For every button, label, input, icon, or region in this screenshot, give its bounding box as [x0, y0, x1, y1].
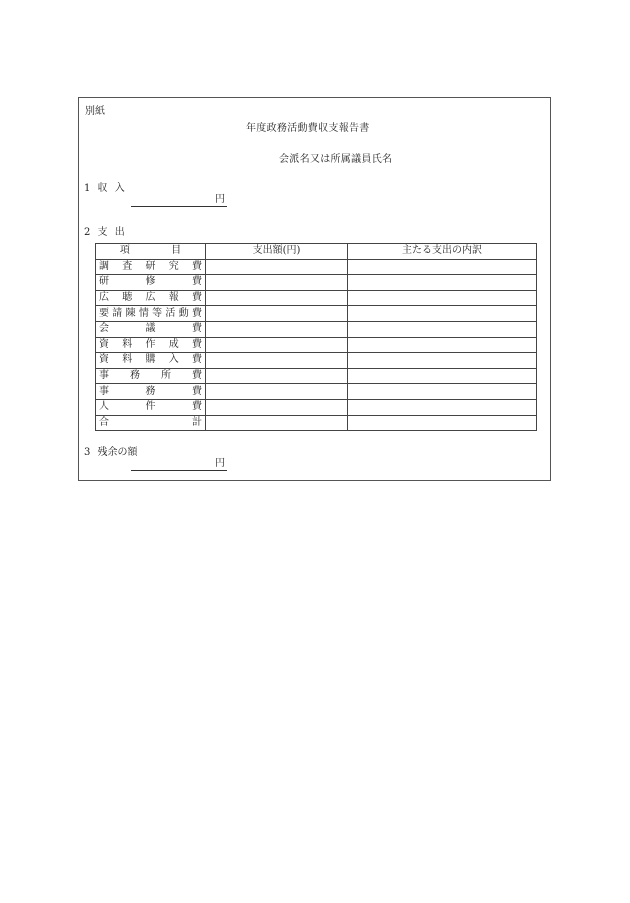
table-row	[96, 368, 537, 384]
expenditure-table	[95, 243, 537, 431]
header-item: 項 目	[96, 244, 206, 260]
row-detail-cell[interactable]	[348, 337, 537, 353]
total-amount-cell[interactable]	[206, 415, 348, 431]
row-detail-cell[interactable]	[348, 321, 537, 337]
row-detail-cell[interactable]	[348, 275, 537, 291]
row-amount-cell[interactable]	[206, 290, 348, 306]
table-row	[96, 384, 537, 400]
row-amount-cell[interactable]	[206, 275, 348, 291]
balance-unit: 円	[215, 458, 225, 469]
row-amount-cell[interactable]	[206, 337, 348, 353]
row-item: 要請陳情等活動費	[96, 306, 206, 322]
row-item: 調査研究費	[96, 259, 206, 275]
total-label: 合計	[96, 415, 206, 431]
table-header-row	[96, 244, 537, 260]
row-detail-cell[interactable]	[348, 384, 537, 400]
total-detail-cell[interactable]	[348, 415, 537, 431]
row-item: 資料作成費	[96, 337, 206, 353]
row-amount-cell[interactable]	[206, 321, 348, 337]
row-detail-cell[interactable]	[348, 306, 537, 322]
row-amount-cell[interactable]	[206, 399, 348, 415]
row-amount-cell[interactable]	[206, 259, 348, 275]
row-amount-cell[interactable]	[206, 353, 348, 369]
report-form	[78, 97, 551, 481]
row-item: 会議費	[96, 321, 206, 337]
row-item: 事務所費	[96, 368, 206, 384]
row-item: 人件費	[96, 399, 206, 415]
table-row	[96, 321, 537, 337]
table-row	[96, 275, 537, 291]
report-subtitle: 会派名又は所属議員氏名	[279, 154, 393, 165]
table-row	[96, 306, 537, 322]
table-row	[96, 259, 537, 275]
table-row	[96, 290, 537, 306]
table-row	[96, 337, 537, 353]
row-amount-cell[interactable]	[206, 384, 348, 400]
row-item: 事務費	[96, 384, 206, 400]
income-heading: 1 収 入	[84, 183, 125, 194]
row-detail-cell[interactable]	[348, 353, 537, 369]
balance-heading: 3 残余の額	[84, 447, 138, 458]
row-detail-cell[interactable]	[348, 259, 537, 275]
attachment-label: 別紙	[85, 106, 105, 117]
row-detail-cell[interactable]	[348, 368, 537, 384]
row-item: 資料購入費	[96, 353, 206, 369]
row-item: 研修費	[96, 275, 206, 291]
row-amount-cell[interactable]	[206, 368, 348, 384]
row-detail-cell[interactable]	[348, 290, 537, 306]
expenditure-heading: 2 支 出	[84, 227, 125, 238]
income-amount-field[interactable]	[131, 194, 227, 207]
table-total-row	[96, 415, 537, 431]
header-amount: 支出額(円)	[206, 244, 348, 260]
report-title: 年度政務活動費収支報告書	[246, 123, 370, 134]
header-detail: 主たる支出の内訳	[348, 244, 537, 260]
row-amount-cell[interactable]	[206, 306, 348, 322]
table-row	[96, 399, 537, 415]
row-detail-cell[interactable]	[348, 399, 537, 415]
balance-amount-field[interactable]	[131, 458, 227, 471]
income-unit: 円	[215, 194, 225, 205]
table-row	[96, 353, 537, 369]
row-item: 広聴広報費	[96, 290, 206, 306]
